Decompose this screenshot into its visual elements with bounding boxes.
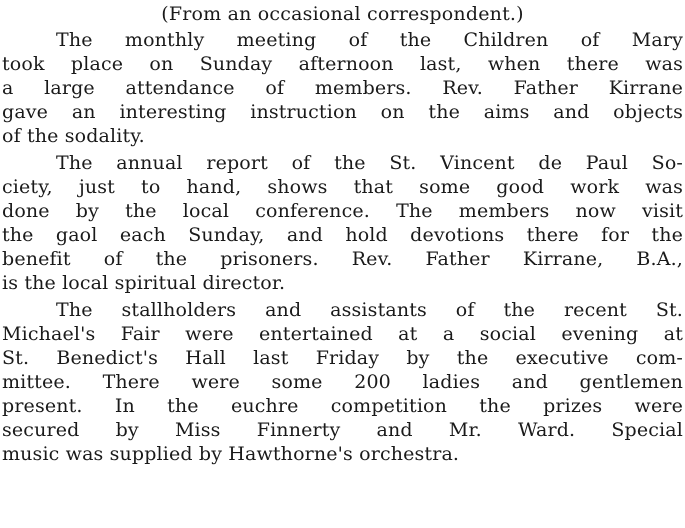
text-line: is the local spiritual director. xyxy=(2,272,286,294)
byline: (From an occasional correspondent.) xyxy=(161,3,524,25)
text-line: music was supplied by Hawthorne's orchestra. xyxy=(2,443,460,465)
text-line: took place on Sunday afternoon last, when there was xyxy=(2,53,683,75)
text-line: mittee. There were some 200 ladies and gentlemen xyxy=(2,371,683,393)
text-line: gave an interesting instruction on the aims and objects xyxy=(2,101,683,123)
text-line: the gaol each Sunday, and hold devotions there for the xyxy=(2,224,683,246)
text-line: The stallholders and assistants of the recent St. xyxy=(56,299,683,321)
text-line: present. In the euchre competition the prizes were xyxy=(2,395,683,417)
text-line: benefit of the prisoners. Rev. Father Kirrane, B.A., xyxy=(2,248,683,270)
text-line: Michael's Fair were entertained at a social evening at xyxy=(2,323,683,345)
text-line: of the sodality. xyxy=(2,125,145,147)
paragraph-st-michaels-fair xyxy=(2,298,683,466)
text-line: St. Benedict's Hall last Friday by the executive com- xyxy=(2,347,683,369)
text-line: done by the local conference. The members now visit xyxy=(2,200,683,222)
text-line: The monthly meeting of the Children of Mary xyxy=(56,29,683,51)
text-line: a large attendance of members. Rev. Father Kirrane xyxy=(2,77,683,99)
text-line: secured by Miss Finnerty and Mr. Ward. Special xyxy=(2,419,683,441)
paragraph-children-of-mary xyxy=(2,28,683,148)
text-line: The annual report of the St. Vincent de Paul So- xyxy=(56,152,683,174)
text-line: ciety, just to hand, shows that some good work was xyxy=(2,176,683,198)
paragraph-st-vincent-de-paul xyxy=(2,151,683,295)
